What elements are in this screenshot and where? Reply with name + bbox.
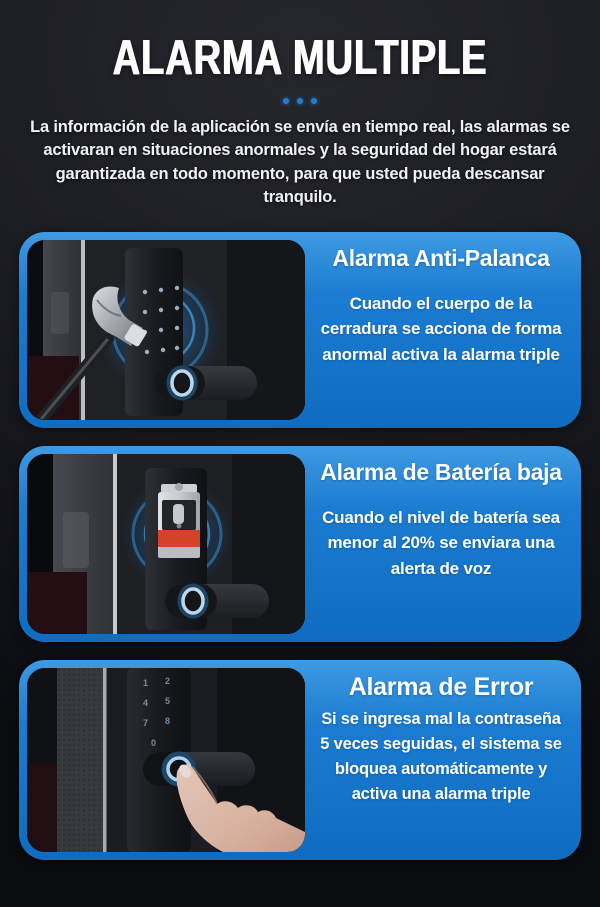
card-text-anti-palanca [305,240,573,420]
svg-text:1: 1 [143,677,149,688]
card-body: Cuando el nivel de batería sea menor al 20% se enviara una alerta de voz [322,507,560,578]
finger-pressing-lock-photo [27,668,305,852]
card-text-bateria-baja [305,454,573,634]
svg-text:4: 4 [143,697,149,708]
alarm-card-error [19,660,581,860]
card-title: Alarma de Batería baja [320,458,562,485]
card-body: Si se ingresa mal la contraseña 5 veces seguidas, el sistema se bloquea automáticamente y activa una alarma triple [320,709,562,803]
hammer-prying-lock-photo [27,240,305,420]
card-title: Alarma de Error [348,672,534,701]
accent-dot [311,98,317,104]
hammer-prying-lock-illustration [27,240,305,420]
alarm-cards [0,232,600,860]
alarm-card-bateria-baja [19,446,581,642]
card-title: Alarma Anti-Palanca [332,244,550,271]
low-battery-lock-photo [27,454,305,634]
intro-text: La información de la aplicación se envía en tiempo real, las alarmas se activaran en situaciones anormales y la seguridad del hogar estará garantizada en todo momento, para que usted pueda descansar tranquilo. [30,118,570,207]
wrong-code-illustration [27,668,305,852]
svg-text:8: 8 [165,715,171,726]
header [0,0,600,210]
accent-dot [297,98,303,104]
card-body: Cuando el cuerpo de la cerradura se acciona de forma anormal activa la alarma triple [320,293,562,364]
accent-dots [0,98,600,104]
low-battery-illustration [27,454,305,634]
svg-text:2: 2 [165,675,171,686]
page-title: ALARMA MULTIPLE [112,31,488,85]
card-text-error [305,668,573,852]
accent-dot [283,98,289,104]
alarm-card-anti-palanca [19,232,581,428]
svg-text:5: 5 [165,695,171,706]
svg-text:0: 0 [151,737,157,748]
svg-text:7: 7 [143,717,149,728]
